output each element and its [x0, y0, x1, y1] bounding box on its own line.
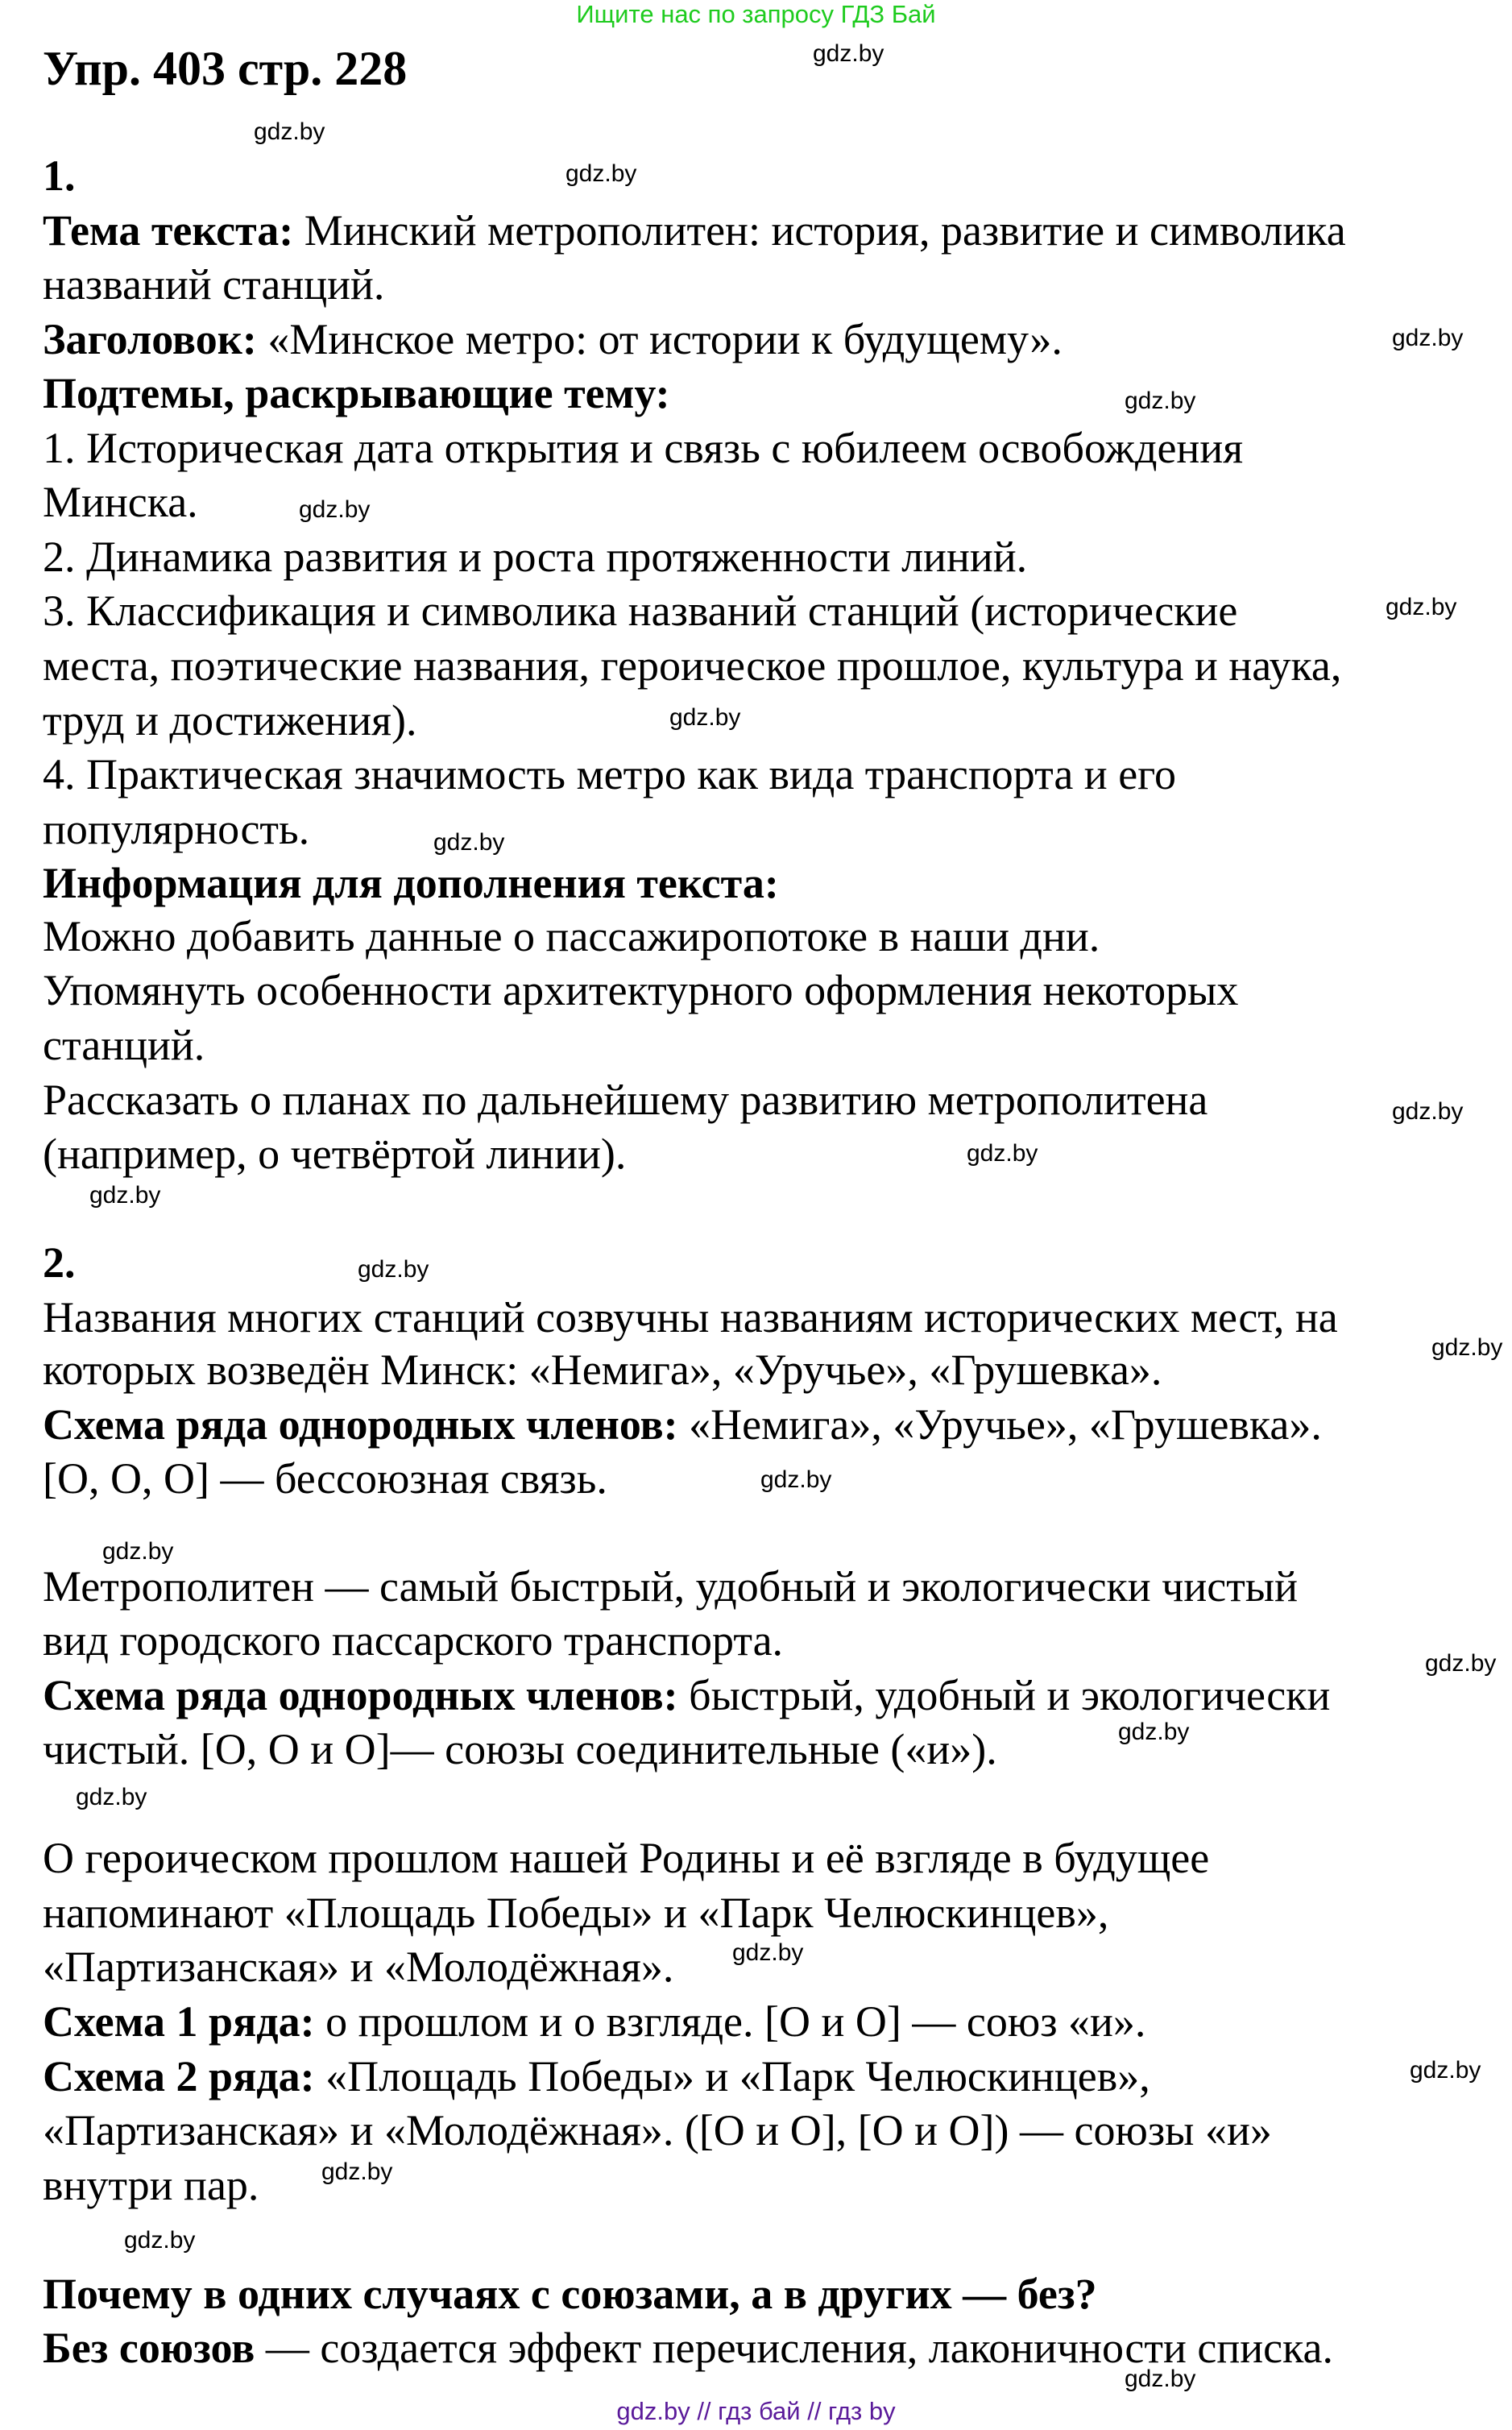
text-line	[43, 1236, 76, 1289]
watermark-text: gdz.by	[76, 1784, 147, 1810]
text-line	[43, 748, 1176, 801]
line-text: 1. Историческая дата открытия и связь с юбилеем освобождения	[43, 424, 1244, 472]
watermark-text: gdz.by	[89, 1182, 161, 1209]
line-text: Рассказать о планах по дальнейшему развитию метрополитена	[43, 1076, 1208, 1124]
text-line	[43, 1291, 1338, 1344]
text-line	[43, 2267, 1097, 2320]
watermark-text: gdz.by	[813, 40, 884, 67]
text-line	[43, 421, 1243, 475]
text-line	[43, 1018, 205, 1072]
line-text: популярность.	[43, 805, 310, 853]
text-line	[43, 313, 1063, 366]
line-text: быстрый, удобный и экологически	[677, 1671, 1331, 1719]
text-line	[43, 2104, 1272, 2157]
footer-links[interactable]: gdz.by // гдз бай // гдз by	[616, 2397, 896, 2425]
watermark-text: gdz.by	[1125, 388, 1196, 414]
watermark-text: gdz.by	[102, 1538, 174, 1565]
watermark-text: gdz.by	[565, 160, 637, 187]
text-line	[43, 1343, 1162, 1396]
text-line	[43, 1560, 1298, 1613]
line-text: «Площадь Победы» и «Парк Челюскинцев»,	[314, 2052, 1150, 2100]
text-line	[43, 1669, 1330, 1722]
line-text: [О, О, О] — бессоюзная связь.	[43, 1454, 607, 1503]
text-line	[43, 1723, 997, 1776]
text-line	[43, 2050, 1150, 2103]
watermark-text: gdz.by	[1386, 594, 1457, 620]
line-text: станций.	[43, 1021, 205, 1069]
text-line	[43, 856, 779, 910]
text-line	[43, 802, 309, 856]
line-text: внутри пар.	[43, 2161, 259, 2209]
text-line	[43, 204, 1346, 257]
watermark-text: gdz.by	[760, 1466, 832, 1493]
line-text: о прошлом и о взгляде. [О и О] — союз «и».	[314, 1997, 1146, 2046]
text-line	[43, 2158, 259, 2212]
watermark-text: gdz.by	[967, 1140, 1038, 1167]
page-title: Упр. 403 стр. 228	[43, 42, 408, 95]
bold-label: Тема текста:	[43, 206, 294, 255]
text-line	[43, 367, 670, 420]
line-text: Минска.	[43, 478, 198, 526]
text-line	[43, 910, 1100, 963]
text-line	[43, 639, 1341, 692]
text-line	[43, 1995, 1145, 2048]
text-line	[43, 1831, 1209, 1885]
text-line	[43, 530, 1027, 583]
text-line	[43, 1886, 1108, 1939]
watermark-text: gdz.by	[1392, 1098, 1464, 1125]
line-text: которых возведён Минск: «Немига», «Уручье», «Грушевка».	[43, 1346, 1162, 1394]
text-line	[43, 1940, 673, 1993]
line-text: 4. Практическая значимость метро как вида транспорта и его	[43, 750, 1176, 798]
bold-label: Схема ряда однородных членов:	[43, 1400, 678, 1449]
watermark-text: gdz.by	[299, 496, 371, 523]
line-text: Метрополитен — самый быстрый, удобный и экологически чистый	[43, 1562, 1298, 1611]
bold-label: Почему в одних случаях с союзами, а в других — без?	[43, 2270, 1097, 2318]
text-line	[43, 475, 198, 529]
watermark-text: gdz.by	[321, 2158, 393, 2185]
watermark-text: gdz.by	[1118, 1719, 1190, 1745]
line-text: чистый. [О, О и О]— союзы соединительные («и»).	[43, 1725, 997, 1773]
line-text: О героическом прошлом нашей Родины и её взгляде в будущее	[43, 1834, 1210, 1882]
bold-label: Без союзов	[43, 2324, 255, 2372]
line-text: вид городского пассарского транспорта.	[43, 1616, 784, 1665]
watermark-text: gdz.by	[254, 118, 325, 145]
watermark-text: gdz.by	[1425, 1650, 1497, 1677]
watermark-text: gdz.by	[1410, 2057, 1481, 2084]
line-text: «Партизанская» и «Молодёжная». ([О и О], [О и О]) — союзы «и»	[43, 2106, 1272, 2154]
line-text: труд и достижения).	[43, 696, 417, 744]
line-text: названий станций.	[43, 260, 385, 309]
watermark-text: gdz.by	[669, 704, 741, 731]
line-text: места, поэтические названия, героическое прошлое, культура и наука,	[43, 641, 1342, 690]
text-line	[43, 1398, 1322, 1451]
text-line	[43, 694, 416, 747]
bold-label: Схема 1 ряда:	[43, 1997, 315, 2046]
line-text: «Партизанская» и «Молодёжная».	[43, 1943, 674, 1991]
line-text: (например, о четвёртой линии).	[43, 1130, 627, 1178]
bold-label: Информация для дополнения текста:	[43, 859, 779, 907]
watermark-text: gdz.by	[1431, 1334, 1503, 1361]
watermark-text: gdz.by	[433, 829, 505, 856]
text-line	[43, 964, 1238, 1017]
bold-label: Схема ряда однородных членов:	[43, 1671, 678, 1719]
line-text: напоминают «Площадь Победы» и «Парк Челюскинцев»,	[43, 1889, 1109, 1937]
bold-label: Схема 2 ряда:	[43, 2052, 315, 2100]
text-line	[43, 1614, 783, 1667]
text-line	[43, 1452, 607, 1505]
text-line	[43, 1127, 626, 1180]
text-line	[43, 258, 384, 311]
text-line	[43, 149, 76, 202]
line-text: Можно добавить данные о пассажиропотоке в наши дни.	[43, 912, 1100, 960]
search-banner: Ищите нас по запросу ГДЗ Бай	[576, 0, 936, 28]
line-text: «Минское метро: от истории к будущему».	[256, 315, 1063, 363]
line-text: Упомянуть особенности архитектурного оформления некоторых	[43, 966, 1239, 1014]
bold-label: Подтемы, раскрывающие тему:	[43, 369, 670, 417]
watermark-text: gdz.by	[1392, 325, 1464, 351]
bold-label: 1.	[43, 151, 76, 200]
line-text: — создается эффект перечисления, лаконичности списка.	[255, 2324, 1333, 2372]
text-line	[43, 1073, 1208, 1126]
bold-label: 2.	[43, 1238, 76, 1287]
text-line	[43, 584, 1237, 637]
line-text: Названия многих станций созвучны названиям исторических мест, на	[43, 1293, 1338, 1341]
watermark-text: gdz.by	[124, 2227, 196, 2254]
bold-label: Заголовок:	[43, 315, 257, 363]
line-text: «Немига», «Уручье», «Грушевка».	[677, 1400, 1322, 1449]
watermark-text: gdz.by	[1125, 2366, 1196, 2392]
line-text: 2. Динамика развития и роста протяженности линий.	[43, 533, 1028, 581]
line-text: 3. Классификация и символика названий станций (исторические	[43, 587, 1238, 635]
line-text: Минский метрополитен: история, развитие и символика	[293, 206, 1346, 255]
watermark-text: gdz.by	[358, 1256, 429, 1283]
watermark-text: gdz.by	[732, 1939, 804, 1966]
